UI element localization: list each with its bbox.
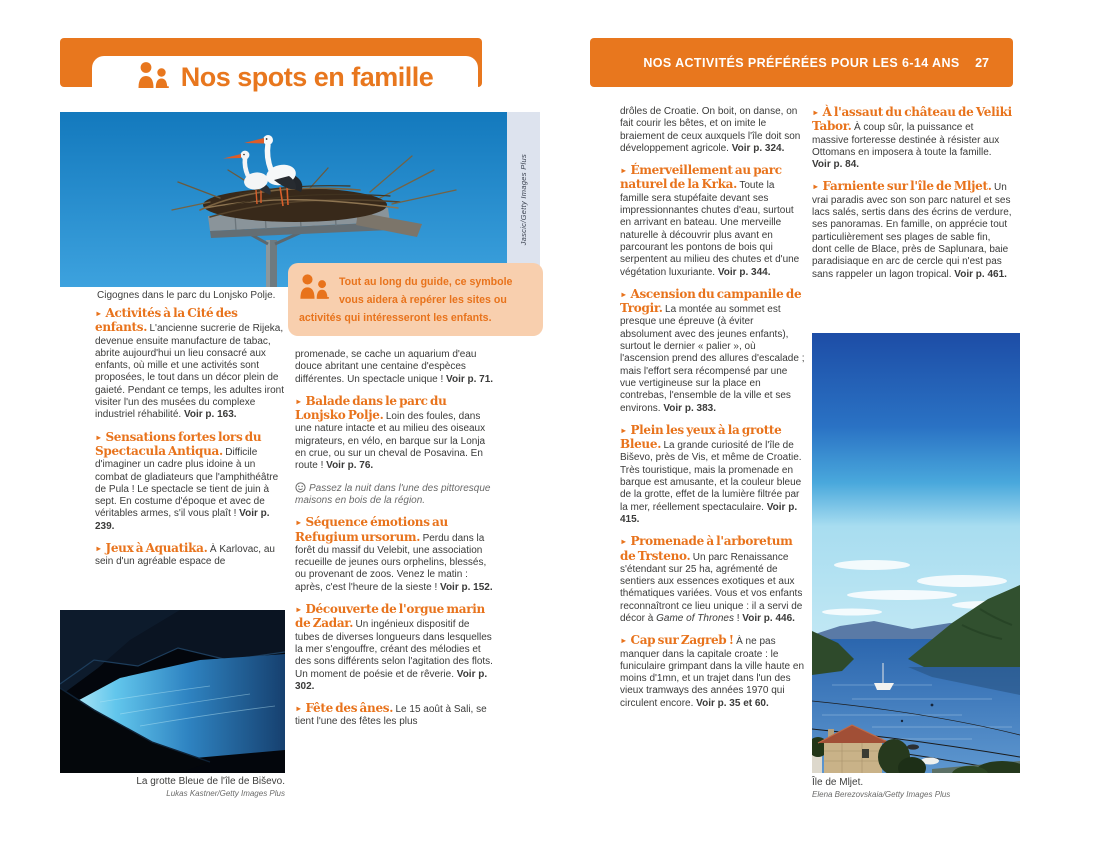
storks-photo: [60, 112, 507, 287]
voir-page-ref: Voir p. 461.: [951, 268, 1007, 280]
entry-bullet-icon: ►: [620, 636, 628, 646]
entry-heading: Découverte de l'orgue marin de Zadar.: [295, 602, 485, 631]
family-icon: [137, 61, 171, 93]
storks-photo-caption: Cigognes dans le parc du Lonjsko Polje.: [97, 290, 276, 301]
voir-page-ref: Voir p. 383.: [660, 402, 716, 414]
mljet-photo-caption: Île de Mljet.: [812, 777, 864, 788]
entry-heading: Émerveillement au parc naturel de la Krka.: [620, 163, 782, 192]
guide-entry: [95, 307, 290, 422]
entry-heading: À l'assaut du château de Veliki Tabor.: [812, 105, 1012, 134]
guide-entry: [620, 634, 806, 710]
kids-symbol-callout: [288, 263, 543, 336]
entry-heading: Promenade à l'arboretum de Trsteno.: [620, 534, 793, 563]
entry-body-text: drôles de Croatie. On boit, on danse, on fait courir les bêtes, et on imite le braiement de ceux auxquels l'île doit son développement agricole.: [620, 106, 801, 154]
entry-heading: Cap sur Zagreb !: [630, 633, 737, 648]
left-header-tab: [92, 56, 478, 98]
voir-page-ref: Voir p. 84.: [812, 159, 860, 171]
entry-body-text: Game of Thrones: [656, 612, 734, 624]
guide-entry: [620, 424, 806, 526]
entry-bullet-icon: ►: [620, 425, 628, 435]
voir-page-ref: Voir p. 163.: [181, 409, 237, 421]
entry-body-text: Un ingénieux dispositif de tubes de diverses longueurs dans lesquelles la mer s'engouffre, créant des mélodies et des sons différents selon l'agitation des flots. Un moment de poésie et de rêverie.: [295, 619, 493, 680]
voir-page-ref: Voir p. 344.: [715, 266, 771, 278]
entry-heading: Ascension du campanile de Trogir.: [620, 286, 802, 316]
entry-body-text: Un vrai paradis avec son son parc naturel et ses lacs salés, sertis dans des écrins de verdure, ses panoramas. En famille, on apprécie tout particulièrement ses plages de sable fin, dont celle de Blace, près de Saplunara, baie paradisiaque en arc de cercle qui n'est pas sans rappeler un lagon tropical.: [812, 182, 1012, 280]
note-entry: [295, 482, 495, 508]
entry-bullet-icon: ►: [620, 537, 628, 547]
entry-body-text: Toute la famille sera stupéfaite devant ses impressionnantes chutes d'eau, surtout en arrivant en bateau. Une merveille naturelle à découvrir plus avant en parcourant les pontons de bois qui serpentent au milieu des chutes et d'une végétation luxuriante.: [620, 180, 800, 278]
guide-entry: [295, 349, 495, 386]
entry-bullet-icon: ►: [295, 605, 303, 615]
storks-photo-credit-strip: [507, 112, 540, 287]
grotto-photo-caption: La grotte Bleue de l'île de Biševo.: [136, 776, 285, 787]
entry-heading: Séquence émotions au Refugium ursorum.: [295, 515, 448, 544]
callout-text: Tout au long du guide, ce symbole vous aidera à repérer les sites ou activités qui intéresseront les enfants.: [299, 276, 513, 324]
right-column-2: [812, 106, 1012, 290]
entry-bullet-icon: ►: [295, 396, 303, 406]
entry-heading: Balade dans le parc du Lonjsko Polje.: [295, 393, 447, 423]
entry-body-text: !: [733, 612, 740, 624]
storks-photo-credit: Jascic/Getty Images Plus: [519, 153, 528, 246]
voir-page-ref: Voir p. 324.: [728, 142, 785, 154]
voir-page-ref: Voir p. 302.: [295, 668, 488, 692]
guide-entry: [812, 180, 1012, 280]
entry-heading: Activités à la Cité des enfants.: [95, 306, 238, 335]
family-icon: [299, 273, 331, 299]
entry-body-text: Loin des foules, dans une nature intacte et au milieu des oiseaux migrateurs, en vélo, en barque sur la Lonja en crue, ou sur un cheval de Posavina. En route !: [295, 411, 486, 472]
right-column-1: [620, 106, 806, 719]
guide-entry: [620, 164, 806, 279]
guide-entry: [95, 431, 290, 533]
entry-bullet-icon: ►: [295, 518, 303, 528]
entry-bullet-icon: ►: [95, 432, 103, 442]
guide-entry: [620, 288, 806, 415]
blue-grotto-photo: [60, 610, 285, 773]
entry-body-text: La grande curiosité de l'île de Biševo, près de Vis, et même de Croatie. Très touristique, mais la promenade en barque est amusante, et la couleur bleue de la grotte, effet de la lumière filtrée par la mer, réellement spectaculaire.: [620, 440, 802, 513]
entry-heading: Sensations fortes lors du Spectacula Antiqua.: [95, 429, 262, 458]
entry-bullet-icon: ►: [95, 309, 103, 318]
entry-bullet-icon: ►: [812, 108, 820, 117]
entry-bullet-icon: ►: [812, 182, 820, 192]
entry-bullet-icon: ►: [95, 544, 103, 554]
mljet-photo-credit: Elena Berezovskaia/Getty Images Plus: [812, 790, 951, 799]
entry-heading: Farniente sur l'île de Mljet.: [822, 179, 994, 194]
entry-heading: Jeux à Aquatika.: [105, 541, 210, 556]
page-title: Nos spots en famille: [180, 61, 434, 92]
guide-entry: [812, 106, 1012, 171]
voir-page-ref: Voir p. 415.: [620, 501, 798, 525]
entry-body-text: La montée au sommet est presque une épreuve (à éviter absolument avec des jeunes enfants), surtout le dernier « palier », où l'ascension prend des allures d'escalade ; mais l'effort sera récompensé par une vue vertigineuse sur la place en contrebas, l'ensemble de la ville et ses environs.: [620, 304, 805, 414]
entry-heading: Fête des ânes.: [305, 701, 396, 716]
smiley-icon: [295, 483, 309, 494]
left-column-2: [295, 349, 495, 738]
entry-bullet-icon: ►: [295, 704, 303, 714]
guide-entry: [95, 542, 290, 569]
grotto-photo-credit: Lukas Kastner/Getty Images Plus: [166, 789, 285, 798]
guide-entry: [295, 516, 495, 594]
left-column-1: [95, 307, 290, 578]
mljet-photo: [812, 333, 1020, 773]
voir-page-ref: Voir p. 76.: [323, 460, 374, 472]
guide-entry: [295, 702, 495, 729]
entry-body-text: À ne pas manquer dans la capitale croate : le funiculaire grimpant dans la ville haute en moins d'1mn, et un trajet dans l'un des vieux tramways des années 1970 qui circulent encore.: [620, 636, 804, 709]
guide-entry: [295, 395, 495, 473]
entry-body-text: Le 15 août à Sali, se tient l'une des fêtes les plus: [295, 704, 487, 728]
entry-body-text: Difficile d'imaginer un cadre plus idoine à un combat de gladiateurs que l'amphithéâtre de Pula ! Le spectacle se tient de juin à sept. En costume d'époque et avec de véritables armes, s'il vous plaît !: [95, 446, 279, 520]
voir-page-ref: Voir p. 71.: [443, 373, 494, 385]
entry-body-text: promenade, se cache un aquarium d'eau douce abritant une centaine d'espèces différentes. Un spectacle unique !: [295, 349, 477, 385]
entry-heading: Plein les yeux à la grotte Bleue.: [620, 422, 782, 452]
right-header-title: NOS ACTIVITÉS PRÉFÉRÉES POUR LES 6-14 ANS: [643, 55, 960, 70]
right-header-banner: [590, 38, 1013, 87]
voir-page-ref: Voir p. 446.: [739, 612, 795, 624]
guide-entry: [295, 603, 495, 693]
entry-body-text: Un parc Renaissance s'étendant sur 25 ha, agrémenté de sentiers aux essences exotiques et aux thématiques variées. Vous et vos enfants reconnaîtront ce lieu unique : il a servi de décor à: [620, 551, 803, 624]
entry-body-text: L'ancienne sucrerie de Rijeka, devenue ensuite manufacture de tabac, abrite aujourd'hui un lieu consacré aux enfants, où mille et une activités sont proposées, le tout dans un décor plein de gaieté. Pendant ce temps, les adultes iront visiter l'un des musées du complexe industriel réhabilité.: [95, 323, 285, 421]
guide-entry: [620, 106, 806, 155]
entry-body-text: À Karlovac, au sein d'un agréable espace de: [95, 544, 275, 568]
entry-body-text: À coup sûr, la puissance et massive forteresse destinée à résister aux Ottomans en imposera à toute la famille.: [812, 122, 1000, 158]
voir-page-ref: Voir p. 239.: [95, 508, 270, 532]
note-text: Passez la nuit dans l'une des pittoresque maisons en bois de la région.: [295, 482, 491, 506]
voir-page-ref: Voir p. 152.: [437, 581, 493, 593]
entry-body-text: Perdu dans la forêt du massif du Velebit, une association recueille de jeunes ours orphelins, blessés, ou provenant de zoos. Venez le matin : après, c'est l'heure de la sieste !: [295, 532, 487, 593]
voir-page-ref: Voir p. 35 et 60.: [693, 697, 769, 709]
page-number: 27: [975, 55, 989, 70]
entry-bullet-icon: ►: [620, 166, 628, 176]
guide-entry: [620, 535, 806, 625]
entry-bullet-icon: ►: [620, 289, 628, 299]
